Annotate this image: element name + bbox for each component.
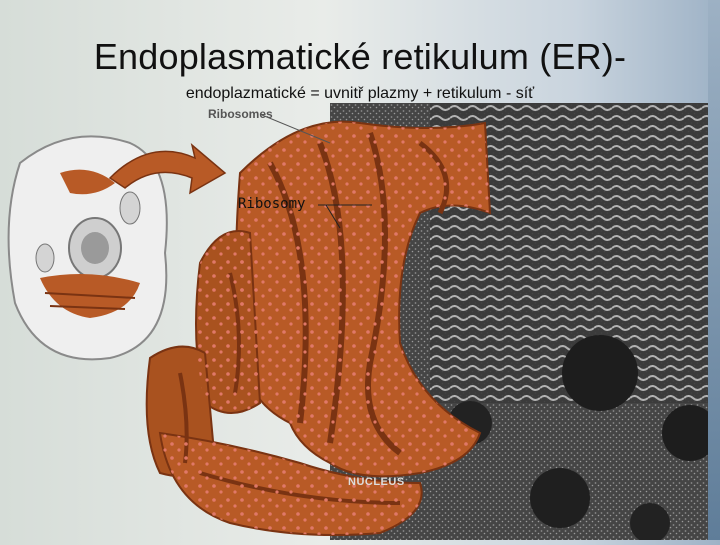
slide-title: Endoplasmatické retikulum (ER)- [93, 36, 627, 77]
ribosomy-callout-label: Ribosomy [238, 196, 306, 212]
ribosomes-printed-label: Ribosomes [208, 107, 273, 121]
er-figure [0, 103, 720, 540]
er-illustration [0, 103, 720, 540]
slide-edge-decoration [708, 0, 720, 540]
nucleus-label: NUCLEUS [348, 476, 405, 488]
slide-subtitle: endoplazmatické = uvnitř plazmy + retikulum - síť [185, 85, 535, 102]
